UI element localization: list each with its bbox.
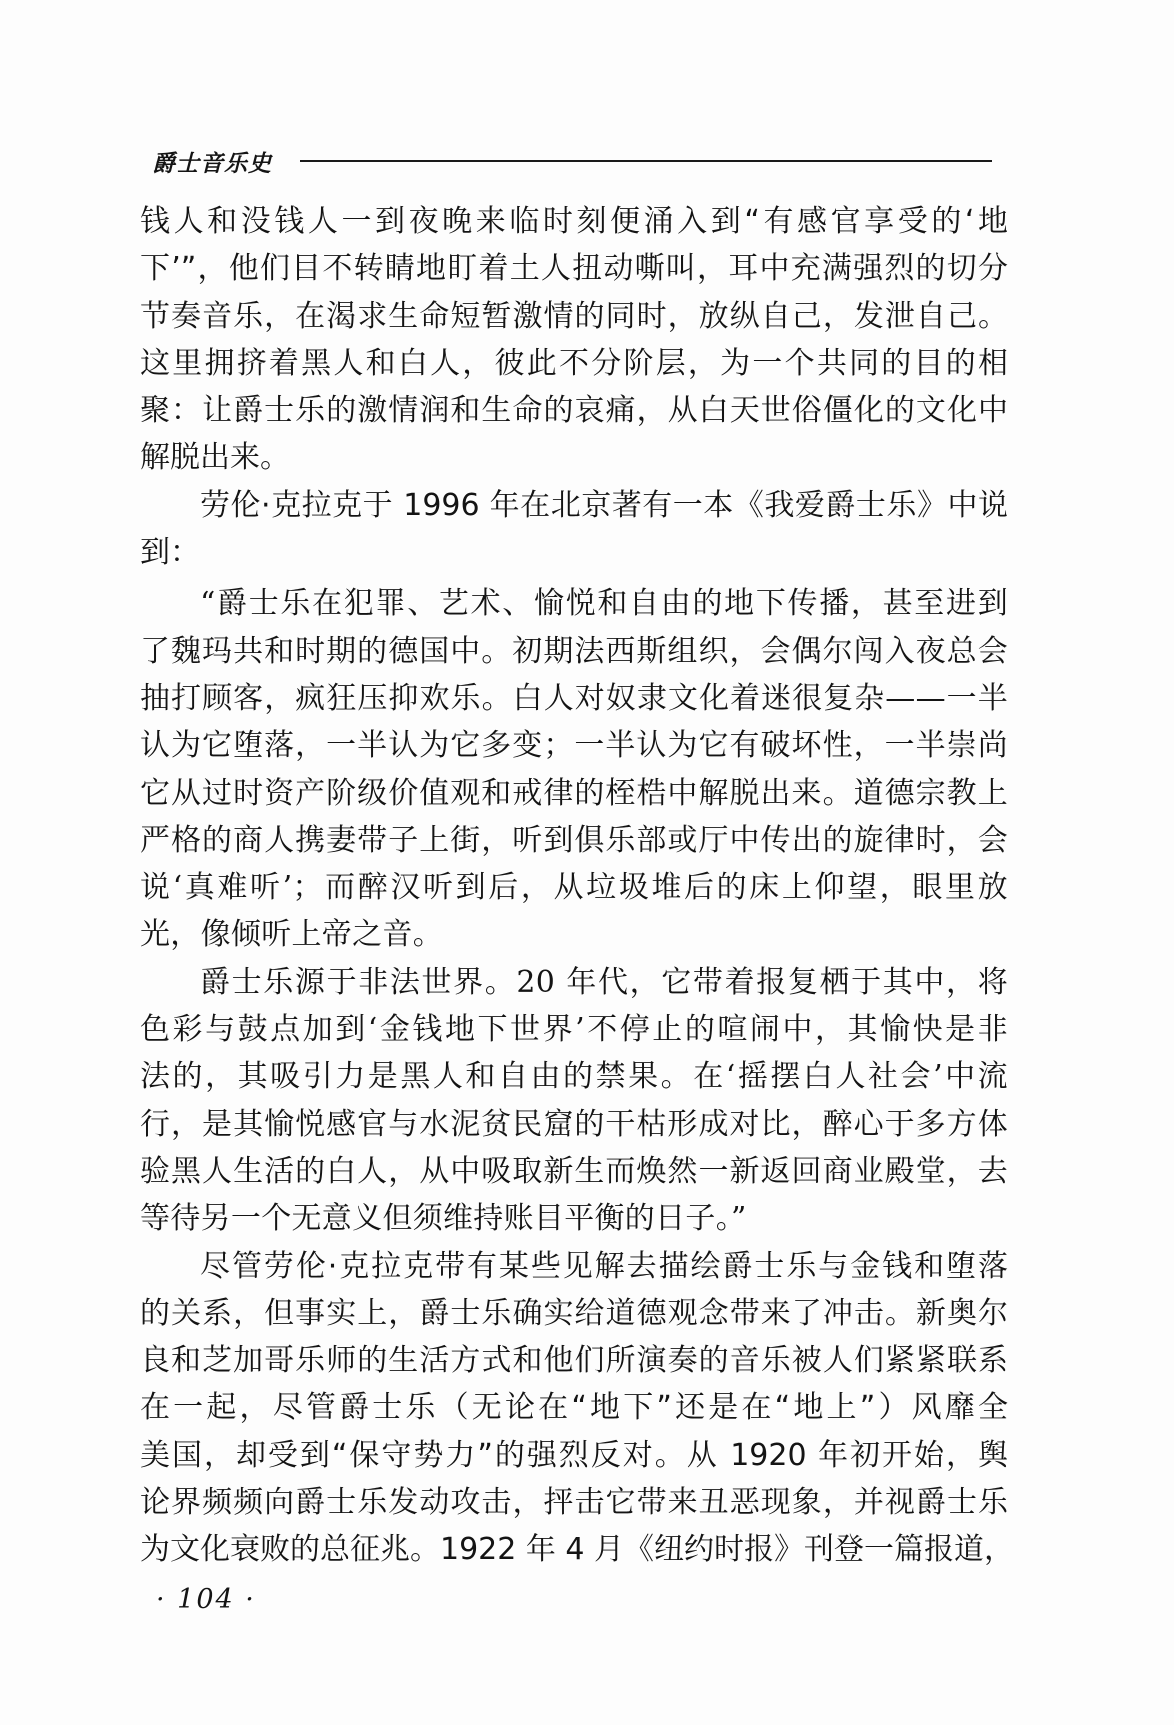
quote-line: 说‘真难听’；而醉汉听到后，从垃圾堆后的床上仰望，眼里放 [140,870,1008,906]
quote-line: 认为它堕落，一半认为它多变；一半认为它有破坏性，一半崇尚 [140,728,1008,764]
text-line: 节奏音乐，在渴求生命短暂激情的同时，放纵自己，发泄自己。 [140,298,1008,334]
text-line: 钱人和没钱人一到夜晚来临时刻便涌入到“有感官享受的‘地 [140,204,1008,239]
header-rule [300,160,992,162]
text-line: 论界频频向爵士乐发动攻击，抨击它带来丑恶现象，并视爵士乐 [140,1485,1008,1521]
body-text [140,198,1015,1574]
quote-line: 法的，其吸引力是黑人和自由的禁果。在‘摇摆白人社会’中流 [140,1059,1008,1095]
page-number: · 104 · [156,1584,256,1615]
quote-line: 色彩与鼓点加到‘金钱地下世界’不停止的喧闹中，其愉快是非 [140,1012,1008,1048]
paragraph-3 [140,1243,1015,1574]
text-line: 的关系，但事实上，爵士乐确实给道德观念带来了冲击。新奥尔 [140,1295,1008,1331]
quote-paragraph-1 [140,580,1008,958]
quote-line: 它从过时资产阶级价值观和戒律的桎梏中解脱出来。道德宗教上 [140,775,1008,811]
text-line: 下’”，他们目不转睛地盯着土人扭动嘶叫，耳中充满强烈的切分 [140,251,1008,287]
quote-line: 行，是其愉悦感官与水泥贫民窟的干枯形成对比，醉心于多方体 [140,1106,1008,1142]
quote-line: 严格的商人携妻带子上街，听到俱乐部或厅中传出的旋律时，会 [140,822,1008,858]
paragraph-2 [140,482,1008,577]
text-line: 美国，却受到“保守势力”的强烈反对。从 1920 年初开始，舆 [140,1437,1008,1473]
quote-line: 了魏玛共和时期的德国中。初期法西斯组织，会偶尔闯入夜总会 [140,633,1008,669]
text-line: 在一起，尽管爵士乐（无论在“地下”还是在“地上”）风靡全 [140,1390,1008,1426]
quote-line: 光，像倾听上帝之音。 [140,917,443,953]
quote-line: 爵士乐源于非法世界。20 年代，它带着报复栖于其中，将 [200,964,1008,1000]
text-line: 良和芝加哥乐师的生活方式和他们所演奏的音乐被人们紧紧联系 [140,1343,1008,1379]
text-line: 解脱出来。 [140,440,290,476]
text-line: 为文化衰败的总征兆。1922 年 4 月《纽约时报》刊登一篇报道， [140,1532,1015,1568]
quote-line: 抽打顾客，疯狂压抑欢乐。白人对奴隶文化着迷很复杂——一半 [140,680,1008,716]
text-line: 聚：让爵士乐的激情润和生命的哀痛，从白天世俗僵化的文化中 [140,393,1008,429]
text-line: 尽管劳伦·克拉克带有某些见解去描绘爵士乐与金钱和堕落 [200,1248,1008,1284]
running-header-title: 爵士音乐史 [152,149,272,177]
quote-paragraph-2 [140,959,1008,1243]
quote-line: 验黑人生活的白人，从中吸取新生而焕然一新返回商业殿堂，去 [140,1153,1008,1189]
quote-line: “爵士乐在犯罪、艺术、愉悦和自由的地下传播，甚至进到 [200,586,1008,622]
running-header [152,143,992,179]
text-line: 到： [140,535,200,571]
text-line: 劳伦·克拉克于 1996 年在北京著有一本《我爱爵士乐》中说 [200,487,1008,523]
paragraph-1 [140,198,1008,482]
text-line: 这里拥挤着黑人和白人，彼此不分阶层，为一个共同的目的相 [140,345,1008,381]
quote-line: 等待另一个无意义但须维持账目平衡的日子。” [140,1201,747,1237]
